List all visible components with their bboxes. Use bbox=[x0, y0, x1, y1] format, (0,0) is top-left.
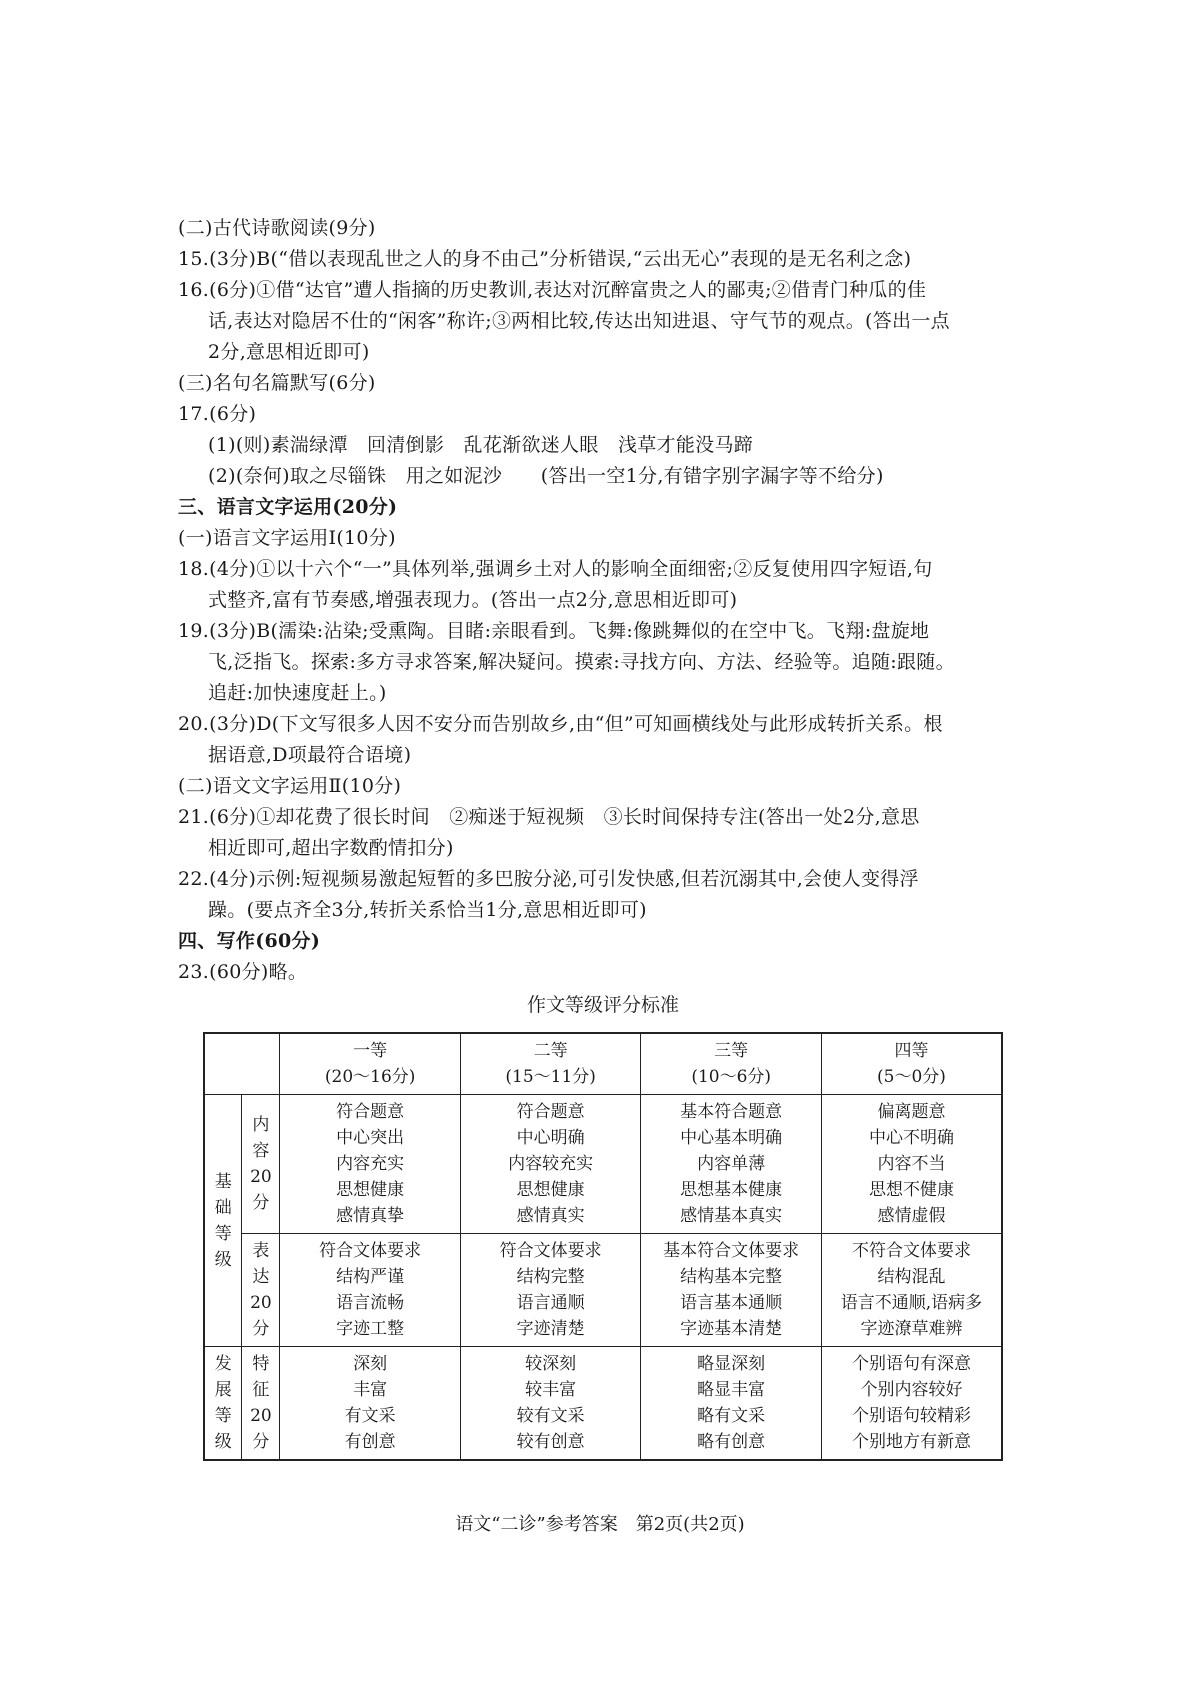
cell-line: 中心明确 bbox=[516, 1128, 585, 1148]
cell-line: 内容充实 bbox=[336, 1154, 405, 1174]
cell-line: 内容较充实 bbox=[508, 1154, 594, 1174]
cell-line: 中心不明确 bbox=[868, 1128, 954, 1148]
grade-name: 四等 bbox=[894, 1041, 929, 1061]
row-label bbox=[242, 1347, 280, 1461]
answer-line: 22.(4分)示例:短视频易激起短暂的多巴胺分泌,可引发快感,但若沉溺其中,会使人变得浮 bbox=[178, 868, 919, 890]
cell-line: 字迹潦草难辨 bbox=[860, 1319, 963, 1339]
table-cell bbox=[641, 1347, 822, 1461]
label-char: 容 bbox=[252, 1141, 270, 1161]
grade-header bbox=[641, 1033, 822, 1095]
cell-line: 丰富 bbox=[353, 1380, 388, 1400]
answer-line: 17.(6分) bbox=[178, 403, 257, 425]
section-heading: (二)古代诗歌阅读(9分) bbox=[178, 217, 376, 239]
answer-line: 2分,意思相近即可) bbox=[208, 341, 370, 363]
answer-line: 式整齐,富有节奏感,增强表现力。(答出一点2分,意思相近即可) bbox=[208, 589, 738, 611]
label-char: 特 bbox=[252, 1354, 270, 1374]
grade-range: (20～16分) bbox=[324, 1067, 416, 1087]
table-cell bbox=[280, 1095, 461, 1234]
cell-line: 内容不当 bbox=[877, 1154, 946, 1174]
label-char: 征 bbox=[252, 1380, 270, 1400]
cell-line: 个别语句有深意 bbox=[851, 1354, 971, 1374]
grade-header bbox=[280, 1033, 461, 1095]
cell-line: 个别语句较精彩 bbox=[851, 1406, 971, 1426]
section-heading: (二)语文文字运用Ⅱ(10分) bbox=[178, 775, 402, 797]
answer-line: (1)(则)素湍绿潭 回清倒影 乱花渐欲迷人眼 浅草才能没马蹄 bbox=[208, 434, 754, 456]
section-heading: (三)名句名篇默写(6分) bbox=[178, 372, 376, 394]
answer-line: 追赶:加快速度赶上。) bbox=[208, 682, 387, 704]
table-cell bbox=[460, 1347, 641, 1461]
grade-header bbox=[821, 1033, 1002, 1095]
answer-line: 飞,泛指飞。探索:多方寻求答案,解决疑问。摸索:寻找方向、方法、经验等。追随:跟随。 bbox=[208, 651, 955, 673]
label-char: 础 bbox=[214, 1197, 232, 1218]
cell-line: 基本符合题意 bbox=[680, 1102, 783, 1122]
cell-line: 深刻 bbox=[353, 1354, 388, 1374]
label-char: 等 bbox=[214, 1223, 232, 1244]
cell-line: 思想基本健康 bbox=[680, 1180, 783, 1200]
label-char: 展 bbox=[214, 1380, 232, 1400]
table-header-row bbox=[204, 1033, 1002, 1095]
cell-line: 语言通顺 bbox=[516, 1293, 585, 1313]
answer-line: 19.(3分)B(濡染:沾染;受熏陶。目睹:亲眼看到。飞舞:像跳舞似的在空中飞。飞翔:盘旋地 bbox=[178, 620, 930, 642]
cell-line: 结构基本完整 bbox=[680, 1267, 783, 1287]
label-char: 内 bbox=[252, 1115, 270, 1135]
label-char: 级 bbox=[214, 1432, 232, 1452]
answer-line: 16.(6分)①借“达官”遭人指摘的历史教训,表达对沉醉富贵之人的鄙夷;②借青门种瓜的佳 bbox=[178, 279, 927, 301]
label-char: 分 bbox=[252, 1319, 270, 1339]
cell-line: 字迹清楚 bbox=[516, 1319, 585, 1339]
table-row bbox=[204, 1234, 1002, 1347]
cell-line: 语言不通顺,语病多 bbox=[840, 1293, 983, 1313]
grade-name: 二等 bbox=[533, 1041, 568, 1061]
cell-line: 不符合文体要求 bbox=[851, 1241, 971, 1261]
cell-line: 语言流畅 bbox=[336, 1293, 405, 1313]
row-label bbox=[242, 1234, 280, 1347]
table-cell bbox=[821, 1095, 1002, 1234]
answer-line: 15.(3分)B(“借以表现乱世之人的身不由己”分析错误,“云出无心”表现的是无名利之念) bbox=[178, 248, 912, 270]
table-cell bbox=[641, 1234, 822, 1347]
cell-line: 感情真挚 bbox=[336, 1206, 405, 1226]
label-char: 达 bbox=[252, 1267, 270, 1287]
cell-line: 思想健康 bbox=[516, 1180, 585, 1200]
table-cell bbox=[460, 1095, 641, 1234]
label-char: 20 bbox=[250, 1406, 272, 1426]
part-heading: 四、写作(60分) bbox=[178, 930, 321, 952]
group-label bbox=[204, 1095, 242, 1347]
cell-line: 字迹基本清楚 bbox=[680, 1319, 783, 1339]
cell-line: 个别内容较好 bbox=[860, 1380, 963, 1400]
table-cell bbox=[280, 1234, 461, 1347]
table-cell bbox=[821, 1347, 1002, 1461]
label-char: 等 bbox=[214, 1406, 232, 1426]
cell-line: 符合题意 bbox=[336, 1102, 405, 1122]
table-row bbox=[204, 1095, 1002, 1234]
cell-line: 字迹工整 bbox=[336, 1319, 405, 1339]
cell-line: 思想健康 bbox=[336, 1180, 405, 1200]
label-char: 表 bbox=[252, 1241, 270, 1261]
cell-line: 符合题意 bbox=[516, 1102, 585, 1122]
cell-line: 思想不健康 bbox=[868, 1180, 954, 1200]
cell-line: 基本符合文体要求 bbox=[663, 1241, 800, 1261]
grade-name: 一等 bbox=[353, 1041, 388, 1061]
label-char: 20 bbox=[250, 1167, 272, 1187]
label-char: 基 bbox=[214, 1171, 232, 1192]
cell-line: 感情基本真实 bbox=[680, 1206, 783, 1226]
table-row bbox=[204, 1347, 1002, 1461]
table-cell bbox=[460, 1234, 641, 1347]
answer-text bbox=[178, 213, 1028, 1020]
cell-line: 较深刻 bbox=[525, 1354, 577, 1374]
grade-name: 三等 bbox=[714, 1041, 749, 1061]
answer-line: 20.(3分)D(下文写很多人因不安分而告别故乡,由“但”可知画横线处与此形成转折关系。根 bbox=[178, 713, 943, 735]
answer-line: 话,表达对隐居不仕的“闲客”称许;③两相比较,传达出知进退、守气节的观点。(答出一点 bbox=[208, 310, 950, 332]
cell-line: 语言基本通顺 bbox=[680, 1293, 783, 1313]
answer-line: 据语意,D项最符合语境) bbox=[208, 744, 412, 766]
answer-line: 18.(4分)①以十六个“一”具体列举,强调乡土对人的影响全面细密;②反复使用四字短语,句 bbox=[178, 558, 933, 580]
group-label bbox=[204, 1347, 242, 1461]
cell-line: 略有文采 bbox=[697, 1406, 766, 1426]
cell-line: 感情真实 bbox=[516, 1206, 585, 1226]
label-char: 级 bbox=[214, 1249, 232, 1270]
cell-line: 个别地方有新意 bbox=[851, 1432, 971, 1452]
cell-line: 有创意 bbox=[344, 1432, 396, 1452]
section-heading: (一)语言文字运用Ⅰ(10分) bbox=[178, 527, 396, 549]
label-char: 20 bbox=[250, 1293, 272, 1313]
cell-line: 结构完整 bbox=[516, 1267, 585, 1287]
page-footer: 语文“二诊”参考答案 第2页(共2页) bbox=[455, 1514, 745, 1535]
answer-line: 相近即可,超出字数酌情扣分) bbox=[208, 837, 454, 859]
cell-line: 中心突出 bbox=[336, 1128, 405, 1148]
cell-line: 内容单薄 bbox=[697, 1154, 766, 1174]
part-heading: 三、语言文字运用(20分) bbox=[178, 496, 398, 518]
grading-table bbox=[203, 1032, 1003, 1461]
grade-header bbox=[460, 1033, 641, 1095]
cell-line: 中心基本明确 bbox=[680, 1128, 783, 1148]
table-title: 作文等级评分标准 bbox=[526, 994, 679, 1016]
label-char: 分 bbox=[252, 1193, 270, 1213]
cell-line: 有文采 bbox=[344, 1406, 396, 1426]
cell-line: 较有文采 bbox=[516, 1406, 585, 1426]
answer-line: 躁。(要点齐全3分,转折关系恰当1分,意思相近即可) bbox=[208, 899, 647, 921]
cell-line: 符合文体要求 bbox=[319, 1241, 422, 1261]
grade-range: (15～11分) bbox=[505, 1067, 596, 1087]
cell-line: 较丰富 bbox=[525, 1380, 577, 1400]
answer-line: 23.(60分)略。 bbox=[178, 961, 308, 983]
table-cell bbox=[821, 1234, 1002, 1347]
cell-line: 偏离题意 bbox=[877, 1102, 946, 1122]
row-label bbox=[242, 1095, 280, 1234]
grade-range: (10～6分) bbox=[691, 1067, 772, 1087]
cell-line: 符合文体要求 bbox=[499, 1241, 602, 1261]
cell-line: 感情虚假 bbox=[877, 1206, 946, 1226]
cell-line: 较有创意 bbox=[516, 1432, 585, 1452]
table-cell bbox=[280, 1347, 461, 1461]
cell-line: 略显丰富 bbox=[697, 1380, 766, 1400]
cell-line: 略有创意 bbox=[697, 1432, 766, 1452]
table-corner bbox=[204, 1033, 280, 1095]
answer-line: (2)(奈何)取之尽锱铢 用之如泥沙 (答出一空1分,有错字别字漏字等不给分) bbox=[208, 465, 884, 487]
cell-line: 结构严谨 bbox=[336, 1267, 405, 1287]
cell-line: 略显深刻 bbox=[697, 1354, 766, 1374]
answer-line: 21.(6分)①却花费了很长时间 ②痴迷于短视频 ③长时间保持专注(答出一处2分,意思 bbox=[178, 806, 920, 828]
cell-line: 结构混乱 bbox=[877, 1267, 946, 1287]
label-char: 发 bbox=[214, 1354, 232, 1374]
grade-range: (5～0分) bbox=[877, 1067, 946, 1087]
label-char: 分 bbox=[252, 1432, 270, 1452]
table-cell bbox=[641, 1095, 822, 1234]
